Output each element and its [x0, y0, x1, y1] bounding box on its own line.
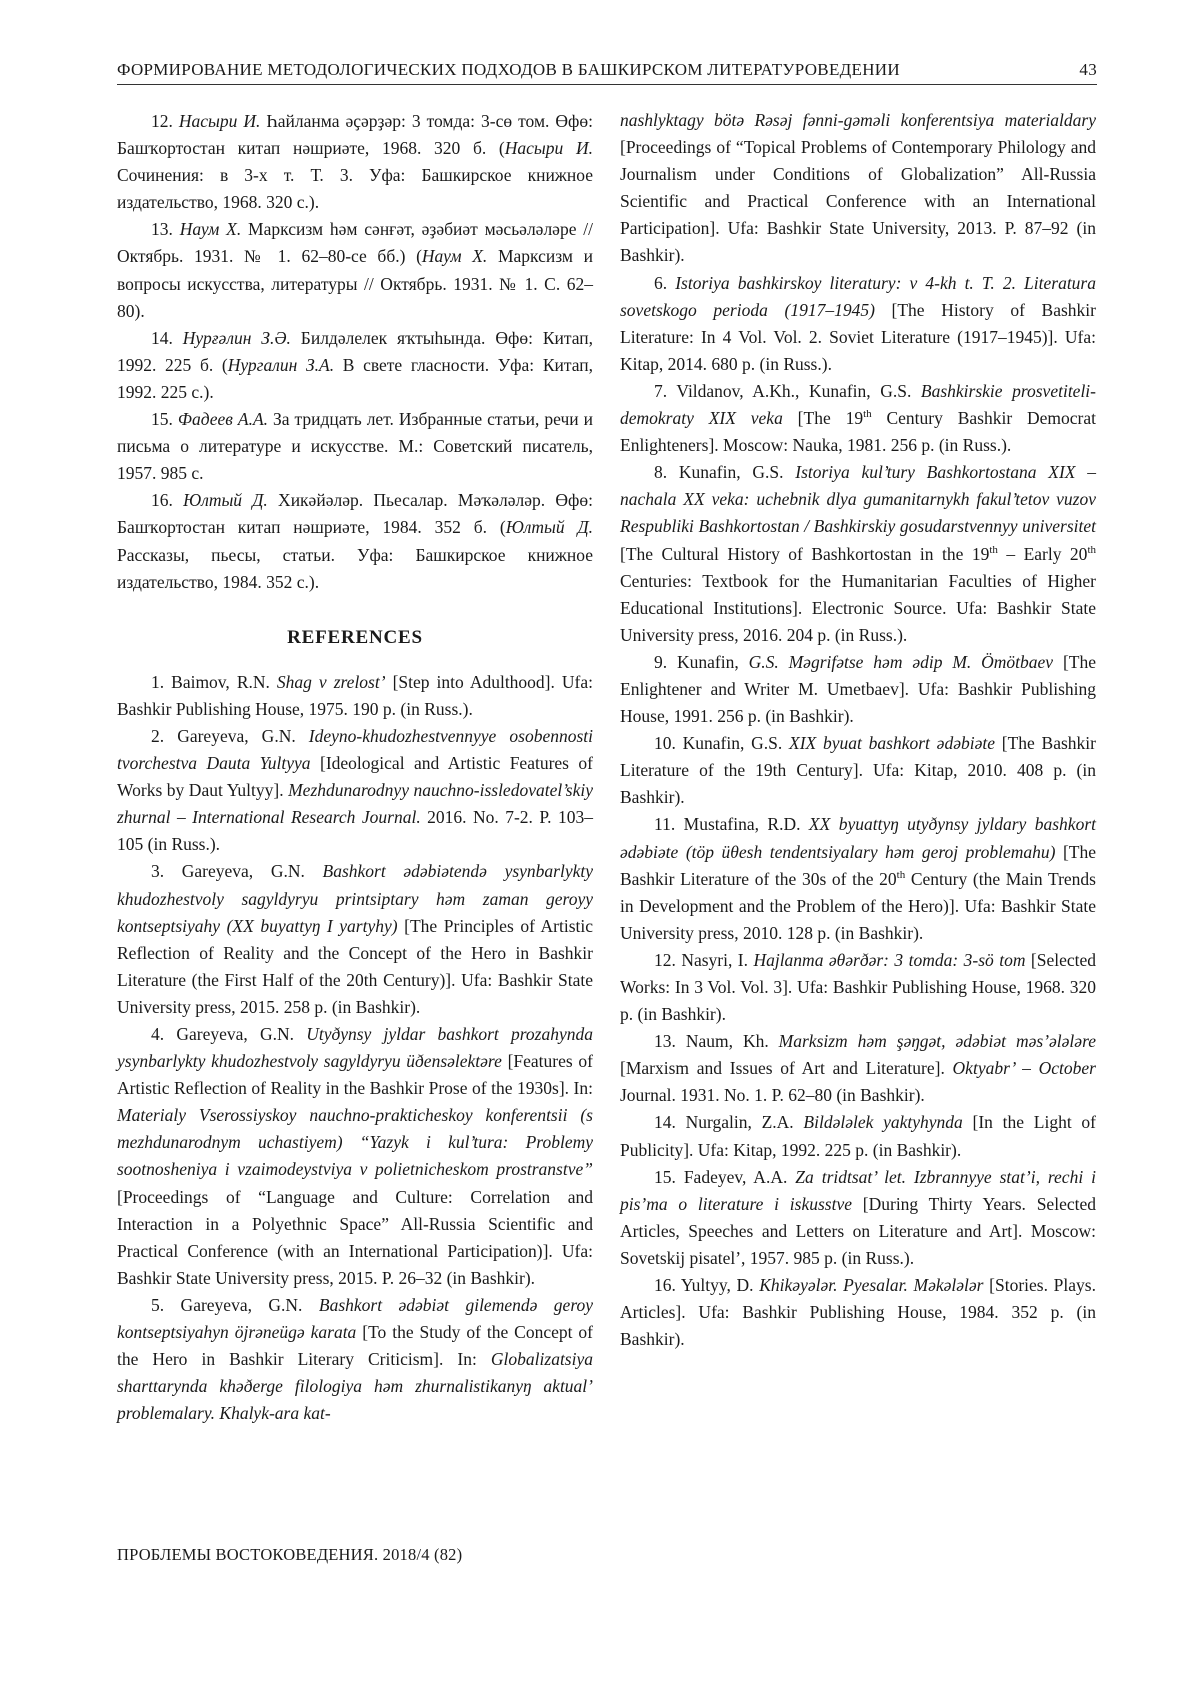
reference-title-text: Нурғәлин З.Ә.	[182, 327, 291, 348]
reference-text: Journal. 1931. No. 1. P. 62–80 (in Bashkir).	[620, 1085, 925, 1106]
right-column	[620, 107, 1096, 1353]
english-references-list-continued	[620, 107, 1096, 1353]
reference-title-text: Za tridtsat’ let. Izbrannyye stat’i, rechi i pis’ma o literature i iskusstve	[620, 1166, 1096, 1214]
reference-text: 16. Yultyy, D.	[654, 1275, 760, 1296]
reference-text: th	[863, 408, 872, 421]
reference-text: [Step into Adulthood]. Ufa: Bashkir Publishing House, 1975. 190 p. (in Russ.).	[117, 671, 593, 719]
reference-text: [The Principles of Artistic Reflection of Reality and the Concept of the Hero in Bashkir Literature (the First Half of the 20th Century)]. Ufa: Bashkir State University press, 2015. 258 p. (in Bashkir).	[117, 915, 593, 1017]
reference-text: 15. Fadeyev, A.A.	[654, 1166, 796, 1187]
reference-title-text: Фадеев А.А.	[177, 409, 269, 430]
reference-text: 2016. No. 7-2. P. 103–105 (in Russ.).	[117, 807, 593, 855]
reference-text: 8. Kunafin, G.S.	[654, 462, 796, 483]
reference-text: Һайланма әҫәрҙәр: 3 томда: 3-сө том. Өфө: Башҡортостан китап нәшриәте, 1968. 320 б. (	[117, 111, 593, 159]
reference-entry	[620, 107, 1096, 270]
reference-text: – Early 20	[997, 543, 1088, 564]
reference-text: [The History of Bashkir Literature: In 4 Vol. Vol. 2. Soviet Literature (1917–1945)]. Ufa: Kitap, 2014. 680 p. (in Russ.).	[620, 299, 1096, 374]
reference-text: В свете гласности. Уфа: Китап, 1992. 225 с.).	[117, 354, 593, 402]
reference-text: [Proceedings of “Language and Culture: Correlation and Interaction in a Polyethnic Space” All-Russia Scientific and Practical Conference (with an International Participation)]. Ufa: Bashkir State University press, 2015. P. 26–32 (in Bashkir).	[117, 1186, 593, 1288]
reference-title-text: Istoriya kul’tury Bashkortostana XIX – nachala XX veka: uchebnik dlya gumanitarnykh fakul’tetov vuzov Respubliki Bashkortostan / Bashkirskiy gosudarstvennyy universitet	[620, 462, 1097, 537]
reference-text: 12.	[151, 111, 179, 131]
reference-title-text: Наум Х.	[421, 246, 488, 267]
reference-entry	[620, 1028, 1096, 1109]
reference-entry	[117, 406, 593, 487]
reference-text: 16.	[151, 490, 184, 511]
reference-entry	[117, 669, 593, 723]
reference-text: [Stories. Plays. Articles]. Ufa: Bashkir Publishing House, 1984. 352 p. (in Bashkir).	[620, 1275, 1096, 1350]
reference-entry	[620, 378, 1096, 459]
reference-entry	[117, 723, 593, 858]
reference-title-text: Юлтый Д.	[505, 517, 593, 538]
reference-text: 5. Gareyeva, G.N.	[151, 1294, 319, 1315]
reference-title-text: Istoriya bashkirskoy literatury: v 4-kh t. T. 2. Literatura sovetskogo perioda (1917–1945)	[620, 272, 1096, 320]
reference-text: Марксизм һәм сәнғәт, әҙәбиәт мәсьәләләре // Октябрь. 1931. № 1. 62–80-се бб.) (	[117, 219, 593, 267]
reference-title-text: Bashkirskie prosvetiteli-demokraty XIX veka	[620, 380, 1096, 429]
reference-entry	[620, 649, 1096, 730]
reference-title-text: Shag v zrelost’	[276, 671, 386, 692]
reference-entry	[117, 216, 593, 324]
reference-text: [In the Light of Publicity]. Ufa: Kitap, 1992. 225 p. (in Bashkir).	[620, 1112, 1097, 1160]
reference-title-text: Khikəyələr. Pyesalar. Məkələlər	[759, 1275, 984, 1296]
reference-title-text: Нургалин З.А.	[227, 354, 335, 375]
reference-text: [The Bashkir Literature of the 19th Century]. Ufa: Kitap, 2010. 408 p. (in Bashkir).	[620, 733, 1096, 808]
reference-title-text: Bashkort ədəbiət gilemendə geroy kontseptsiyahyn öjrəneügə karata	[117, 1294, 594, 1343]
journal-footer: ПРОБЛЕМЫ ВОСТОКОВЕДЕНИЯ. 2018/4 (82)	[117, 1545, 463, 1564]
reference-text: 4. Gareyeva, G.N.	[151, 1024, 307, 1044]
reference-title-text: Наум Х.	[179, 219, 242, 240]
reference-entry	[620, 1272, 1096, 1353]
reference-text: [Ideological and Artistic Features of Works by Daut Yultyy].	[117, 753, 594, 801]
reference-text: [The Enlightener and Writer M. Umetbaev]. Ufa: Bashkir Publishing House, 1991. 256 p. (in Bashkir).	[620, 651, 1096, 727]
reference-text: Centuries: Textbook for the Humanitarian Faculties of Higher Educational Institutions]. Electronic Source. Ufa: Bashkir State University press, 2016. 204 p. (in Russ.).	[620, 570, 1096, 645]
reference-text: Марксизм и вопросы искусства, литературы // Октябрь. 1931. № 1. С. 62–80).	[117, 246, 593, 321]
reference-text: [To the Study of the Concept of the Hero in Bashkir Literary Criticism]. In:	[117, 1322, 593, 1370]
reference-text: 12. Nasyri, I.	[654, 949, 754, 970]
reference-text: 13.	[151, 219, 180, 240]
reference-text: [The Cultural History of Bashkortostan in the 19	[620, 543, 990, 564]
reference-text: За тридцать лет. Избранные статьи, речи и письма о литературе и искусстве. М.: Советский писатель, 1957. 985 с.	[117, 409, 594, 484]
reference-title-text: Насыри И.	[178, 111, 261, 131]
reference-entry	[117, 1021, 593, 1292]
reference-text: th	[989, 543, 998, 556]
reference-entry	[620, 947, 1096, 1028]
english-references-list	[117, 669, 593, 1428]
page-header	[117, 58, 1097, 85]
reference-title-text: Oktyabr’ – October	[952, 1058, 1096, 1079]
reference-text: Сочинения: в 3-х т. Т. 3. Уфа: Башкирское книжное издательство, 1968. 320 с.).	[117, 165, 593, 213]
reference-entry	[117, 858, 593, 1021]
reference-title-text: Bashkort ədəbiətendə ysynbarlykty khudozhestvoly sagyldyryu printsiptary həm zaman geroyy kontseptsiyahy (XX buyattyŋ I yartyhy)	[117, 861, 593, 936]
reference-text: 1. Baimov, R.N.	[151, 671, 277, 692]
reference-text: [During Thirty Years. Selected Articles, Speeches and Letters on Literature and Art]. Moscow: Sovetskij pisatel’, 1957. 985 p. (in Russ.).	[620, 1193, 1096, 1268]
reference-entry	[117, 108, 593, 216]
reference-entry	[620, 1164, 1096, 1272]
reference-title-text: Mezhdunarodnyy nauchno-issledovatel’skiy zhurnal – International Research Journal.	[117, 780, 593, 828]
reference-title-text: XX byuattyŋ utyðynsy jyldary bashkort ədəbiəte (töp üθesh tendentsiyalary həm geroj problemahu)	[620, 814, 1096, 862]
reference-title-text: Materialy Vserossiyskoy nauchno-prakticheskoy konferentsii (s mezhdunarodnym uchastiyem) “Yazyk i kul’tura: Problemy sootnosheniya i vzaimodeystviya v polietnicheskom prostranstve”	[117, 1105, 593, 1180]
reference-text: 13. Naum, Kh.	[654, 1031, 779, 1052]
reference-entry	[620, 270, 1096, 378]
reference-text: 11. Mustafina, R.D.	[654, 814, 809, 835]
reference-title-text: Юлтый Д.	[183, 490, 268, 511]
reference-title-text: Bildələlek yaktyhynda	[803, 1112, 963, 1133]
reference-text: Century Bashkir Democrat Enlighteners]. Moscow: Nauka, 1981. 256 p. (in Russ.).	[620, 408, 1097, 456]
reference-entry	[117, 487, 593, 595]
reference-entry	[117, 1292, 593, 1427]
reference-text: 9. Kunafin,	[654, 651, 749, 672]
reference-text: [Selected Works: In 3 Vol. Vol. 3]. Ufa: Bashkir Publishing House, 1968. 320 p. (in Bashkir).	[620, 949, 1097, 1025]
reference-text: 7. Vildanov, A.Kh., Kunafin, G.S.	[654, 380, 921, 401]
reference-title-text: Utyðynsy jyldar bashkort prozahynda ysynbarlykty khudozhestvoly sagyldyryu üðensəlektəre	[117, 1024, 593, 1072]
reference-title-text: XIX byuat bashkort ədəbiəte	[789, 733, 995, 754]
reference-text: th	[1087, 543, 1096, 556]
reference-text: 14.	[151, 327, 183, 348]
reference-text: [Marxism and Issues of Art and Literature].	[620, 1058, 953, 1079]
reference-text: [The Bashkir Literature of the 30s of the 20	[620, 841, 1096, 889]
reference-text: [Features of Artistic Reflection of Reality in the Bashkir Prose of the 1930s]. In:	[117, 1051, 593, 1099]
reference-title-text: nashlyktagy bötə Rəsəj fənni-gəməli konferentsiya materialdary	[620, 110, 1096, 130]
reference-title-text: Hajlanma əθərðər: 3 tomda: 3-sö tom	[753, 949, 1026, 970]
reference-text: 14. Nurgalin, Z.A.	[654, 1112, 804, 1133]
reference-text: Рассказы, пьесы, статьи. Уфа: Башкирское книжное издательство, 1984. 352 с.).	[117, 544, 593, 592]
running-title: ФОРМИРОВАНИЕ МЕТОДОЛОГИЧЕСКИХ ПОДХОДОВ В БАШКИРСКОМ ЛИТЕРАТУРОВЕДЕНИИ	[117, 60, 900, 79]
reference-text: 3. Gareyeva, G.N.	[151, 861, 323, 882]
reference-text: 2. Gareyeva, G.N.	[151, 725, 309, 746]
reference-entry	[620, 811, 1096, 946]
reference-title-text: Globalizatsiya sharttarynda khəðerge filologiya həm zhurnalistikanyŋ aktual’ problemalary. Khalyk-ara kat-	[117, 1349, 593, 1424]
page-number: 43	[1079, 60, 1097, 79]
russian-references-list	[117, 108, 593, 596]
reference-text: 10. Kunafin, G.S.	[654, 733, 790, 754]
reference-text: Билдәлелек яҡтыһында. Өфө: Китап, 1992. 225 б. (	[117, 327, 594, 375]
reference-entry	[620, 459, 1096, 649]
left-column	[117, 108, 593, 1427]
reference-text: 15.	[151, 409, 178, 430]
reference-entry	[620, 730, 1096, 811]
reference-title-text: Ideyno-khudozhestvennyye osobennosti tvorchestva Dauta Yultyya	[117, 725, 594, 774]
reference-title-text: Насыри И.	[504, 138, 593, 159]
reference-title-text: G.S. Məgrifətse həm ədip M. Ömötbaev	[748, 651, 1054, 672]
reference-text: 6.	[654, 272, 676, 293]
reference-title-text: Marksizm həm şəŋgət, ədəbiət məs’ələləre	[778, 1031, 1096, 1052]
reference-text: [The 19	[782, 408, 864, 429]
reference-text: Century (the Main Trends in Development and the Problem of the Hero)]. Ufa: Bashkir State University press, 2010. 128 p. (in Bashkir).	[620, 868, 1096, 943]
reference-text: th	[896, 868, 906, 881]
reference-entry	[620, 1109, 1096, 1163]
reference-text: Хикәйәләр. Пьесалар. Мәҡәләләр. Өфө: Башҡортостан китап нәшриәте, 1984. 352 б. (	[117, 490, 593, 538]
reference-text: [Proceedings of “Topical Problems of Contemporary Philology and Journalism under Conditions of Globalization” All-Russia Scientific and Practical Conference with an International Participation]. Ufa: Bashkir State University, 2013. P. 87–92 (in Bashkir).	[620, 137, 1096, 266]
reference-entry	[117, 325, 593, 406]
references-heading: REFERENCES	[287, 626, 423, 648]
